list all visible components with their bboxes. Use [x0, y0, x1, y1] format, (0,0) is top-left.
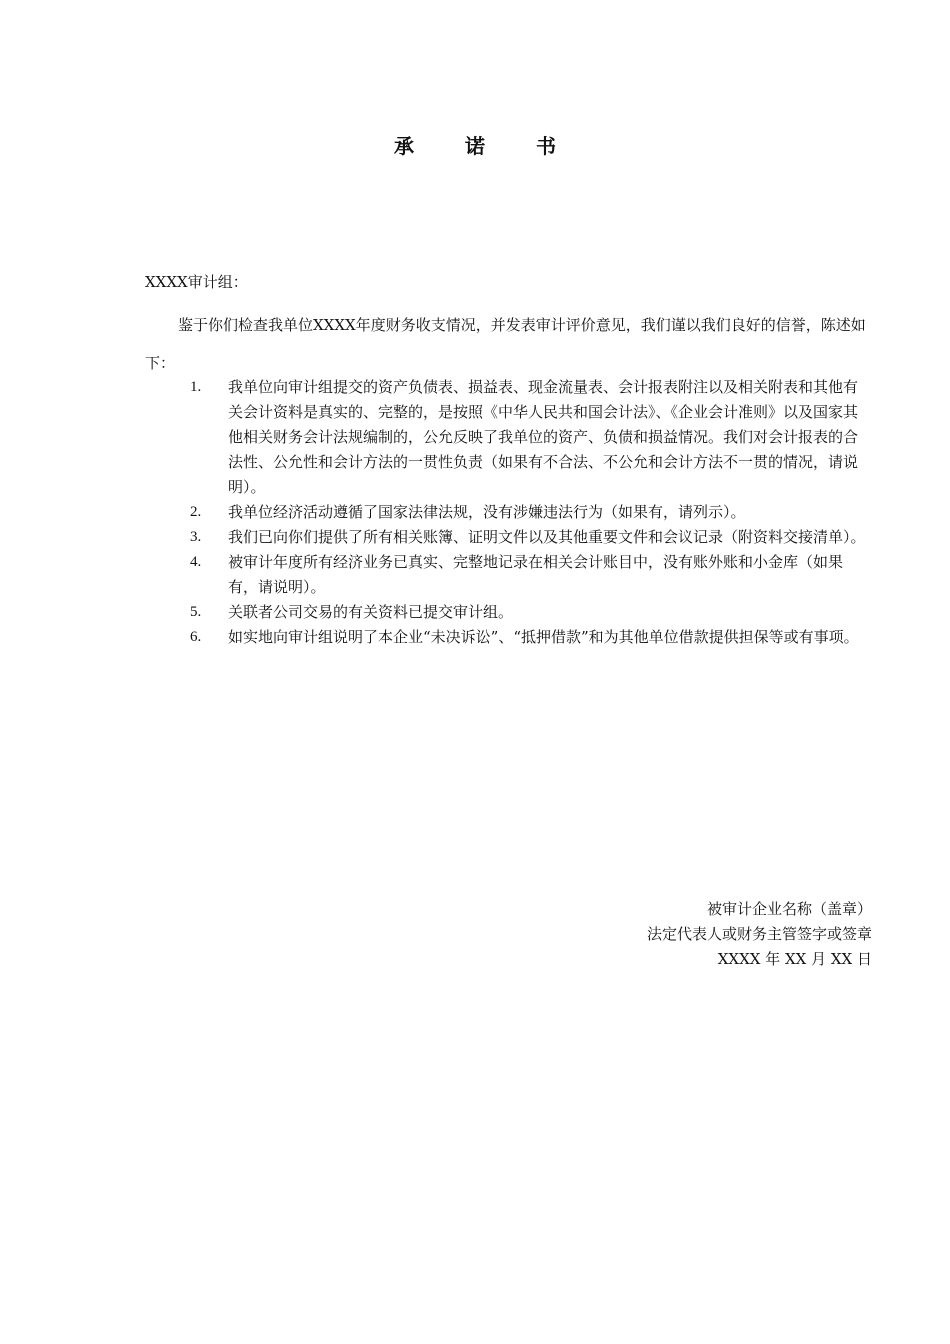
list-item-number: 2.	[190, 504, 202, 520]
list-item-text: 被审计年度所有经济业务已真实、完整地记录在相关会计账目中，没有账外账和小金库（如果有，请说明）。	[228, 553, 844, 596]
list-item-number: 4.	[190, 554, 202, 570]
intro-paragraph: 鉴于你们检查我单位XXXX年度财务收支情况，并发表审计评价意见，我们谨以我们良好的信誉，陈述如下：	[145, 316, 866, 372]
list-item-text: 我单位向审计组提交的资产负债表、损益表、现金流量表、会计报表附注以及相关附表和其他有关会计资料是真实的、完整的，是按照《中华人民共和国会计法》、《企业会计准则》以及国家其他相关财务会计法规编制的，公允反映了我单位的资产、负债和损益情况。我们对会计报表的合法性、公允性和会计方法的一贯性负责（如果有不合法、不公允和会计方法不一贯的情况，请说明）。	[228, 378, 859, 496]
document-title: 承 诺 书	[394, 134, 578, 158]
list-item	[190, 500, 872, 525]
list-item	[190, 550, 872, 600]
list-item	[190, 625, 872, 650]
signer-line: 法定代表人或财务主管签字或签章	[646, 925, 872, 943]
list-item-number: 5.	[190, 604, 202, 620]
commitment-list	[190, 375, 872, 650]
date-line: XXXX 年 XX 月 XX 日	[717, 950, 872, 968]
list-item-number: 6.	[190, 629, 202, 645]
list-item-text: 我们已向你们提供了所有相关账簿、证明文件以及其他重要文件和会议记录（附资料交接清单）。	[228, 528, 866, 546]
list-item-text: 关联者公司交易的有关资料已提交审计组。	[228, 603, 514, 621]
list-item-number: 1.	[190, 379, 202, 395]
recipient-line: XXXX审计组：	[145, 273, 248, 291]
list-item-text: 如实地向审计组说明了本企业“未决诉讼”、“抵押借款”和为其他单位借款提供担保等或有事项。	[228, 628, 859, 646]
company-name-line: 被审计企业名称（盖章）	[706, 900, 872, 918]
list-item-text: 我单位经济活动遵循了国家法律法规，没有涉嫌违法行为（如果有，请列示）。	[228, 503, 746, 521]
list-item-number: 3.	[190, 529, 202, 545]
list-item	[190, 525, 872, 550]
list-item	[190, 375, 872, 500]
list-item	[190, 600, 872, 625]
signature-block	[647, 897, 872, 972]
